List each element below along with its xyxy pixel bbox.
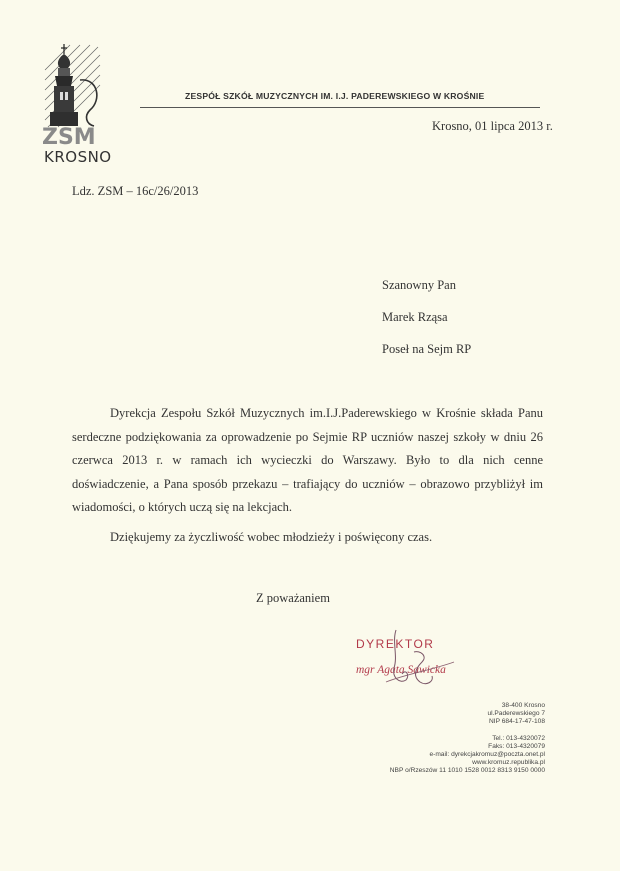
church-tower-icon	[40, 40, 122, 150]
logo-monogram: ZSM	[42, 125, 96, 150]
contact-email: e-mail: dyrekcjakromuz@poczta.onet.pl	[429, 751, 545, 759]
closing-phrase: Z poważaniem	[256, 591, 330, 605]
contact-block	[390, 702, 545, 776]
header-divider	[140, 107, 540, 108]
contact-postal: 38-400 Krosno	[501, 702, 545, 709]
school-name: ZESPÓŁ SZKÓŁ MUZYCZNYCH IM. I.J. PADEREWSKIEGO W KROŚNIE	[185, 91, 485, 101]
contact-bank-account: NBP o/Rzeszów 11 1010 1528 0012 8313 9150 0000	[389, 767, 545, 775]
reference-number: Ldz. ZSM – 16c/26/2013	[72, 184, 199, 198]
stamp-name: mgr Agata Sawicka	[356, 664, 446, 676]
addressee-title: Poseł na Sejm RP	[382, 342, 472, 356]
letter-date: Krosno, 01 lipca 2013 r.	[432, 119, 553, 133]
contact-street: ul.Paderewskiego 7	[487, 710, 545, 718]
body-paragraph: Dziękujemy za życzliwość wobec młodzieży i poświęcony czas.	[110, 529, 433, 544]
letter-body	[72, 402, 543, 549]
addressee-name: Marek Rząsa	[382, 310, 448, 324]
stamp-title: DYREKTOR	[356, 637, 435, 651]
contact-nip: NIP 684-17-47-108	[489, 718, 545, 726]
logo-wordmark: KROSNO	[44, 148, 112, 166]
contact-fax: Faks: 013-4320079	[488, 742, 545, 750]
contact-spacer	[390, 727, 545, 735]
handwritten-signature	[336, 622, 476, 694]
contact-tel: Tel.: 013-4320072	[492, 734, 545, 742]
school-logo	[40, 40, 122, 170]
addressee-block	[382, 278, 471, 374]
contact-website: www.kromuz.republika.pl	[472, 759, 545, 767]
addressee-salutation: Szanowny Pan	[382, 278, 456, 292]
signature-stamp	[336, 622, 476, 694]
body-paragraph: Dyrekcja Zespołu Szkół Muzycznych im.I.J.Paderewskiego w Krośnie składa Panu serdeczne podziękowania za oprowadzenie po Sejmie RP uczniów naszej szkoły w dniu 26 czerwca 2013 r. w ramach ich wycieczki do Warszawy. Było to dla nich cenne doświadczenie, a Pana sposób przekazu – trafiający do uczniów – obrazowo przybliżył im wiadomości, o których uczą się na lekcjach.	[72, 406, 543, 514]
